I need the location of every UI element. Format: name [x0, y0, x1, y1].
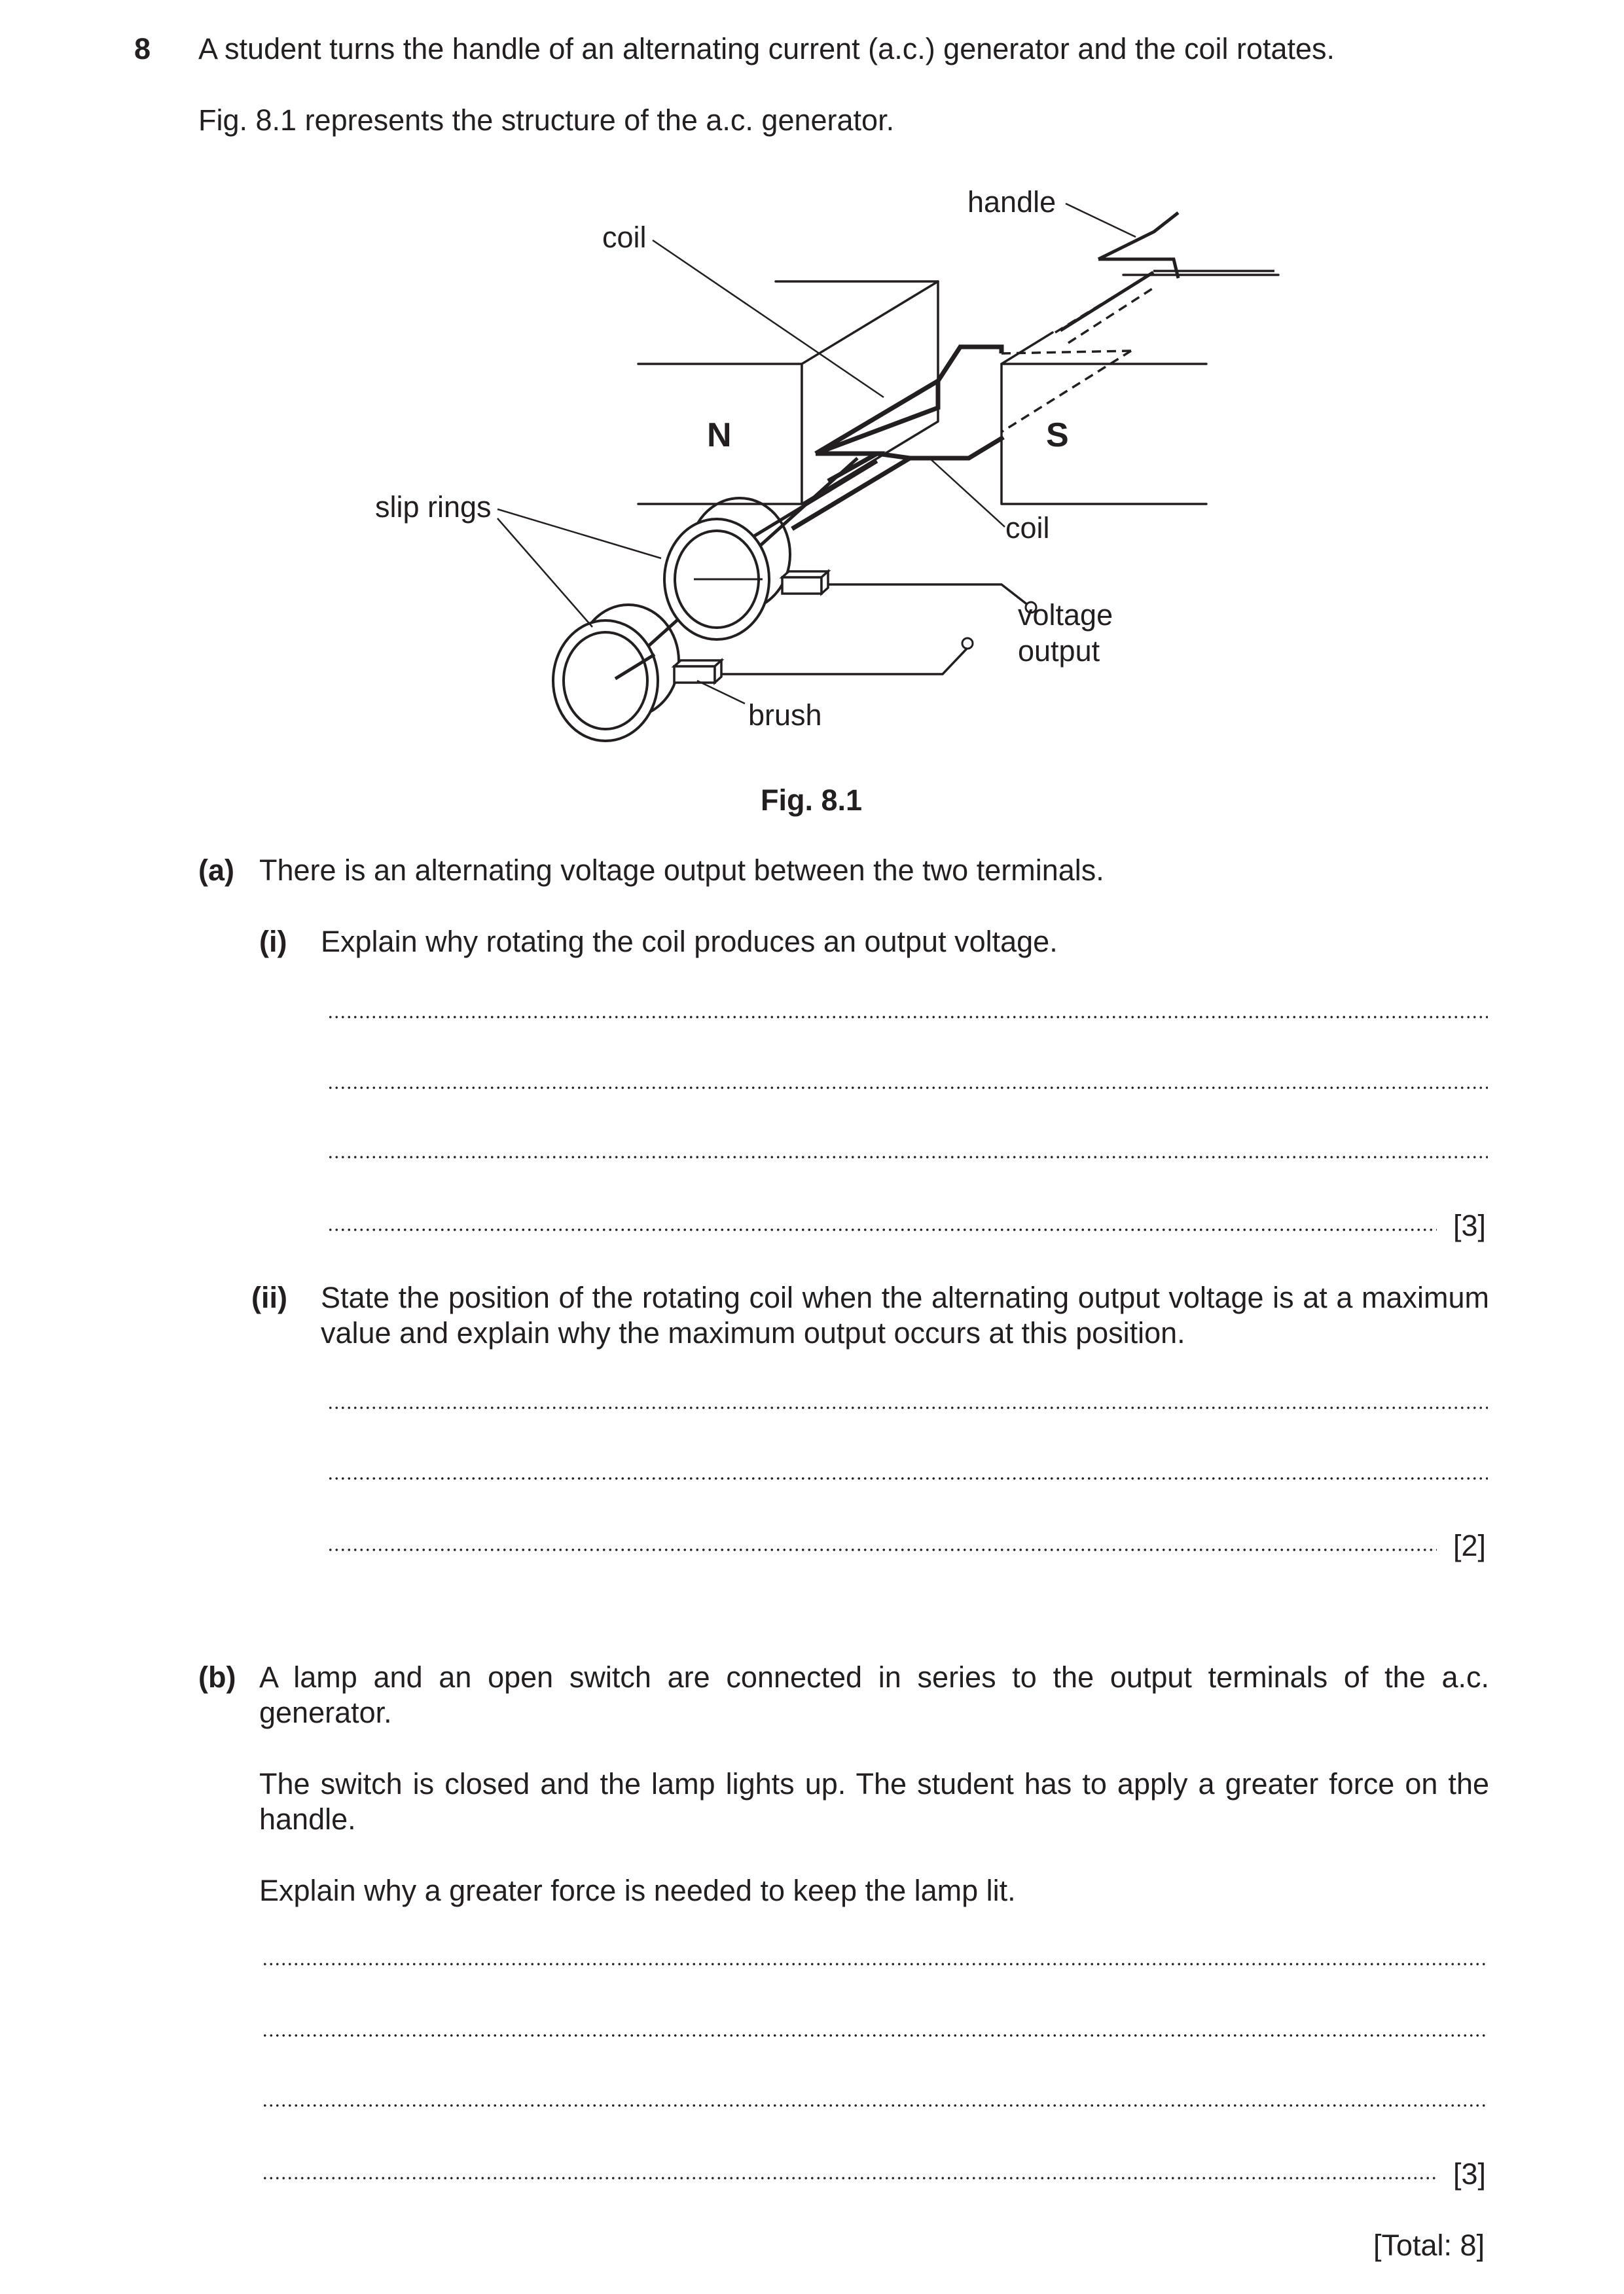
answer-line-a-i-4[interactable] [327, 1228, 1437, 1232]
south-magnet [1001, 364, 1206, 504]
output-terminal-lower [962, 638, 973, 649]
part-a-i-label: (i) [259, 925, 287, 958]
total-marks: [Total: 8] [1373, 2229, 1485, 2262]
brush-lower [674, 666, 715, 683]
answer-line-b-3[interactable] [262, 2104, 1488, 2107]
part-b-text-1: A lamp and an open switch are connected in series to the output terminals of the a.c. generator. [259, 1660, 1489, 1729]
answer-line-a-i-2[interactable] [327, 1086, 1488, 1090]
label-voltage: voltage [1018, 598, 1113, 632]
part-b-text-3: Explain why a greater force is needed to keep the lamp lit. [259, 1874, 1016, 1907]
question-intro: A student turns the handle of an alternating current (a.c.) generator and the coil rotates. [198, 32, 1335, 65]
answer-line-a-i-1[interactable] [327, 1015, 1488, 1019]
label-slip-rings: slip rings [375, 490, 492, 524]
part-a-label: (a) [198, 853, 234, 887]
part-a-ii-text: State the position of the rotating coil when the alternating output voltage is at a maximum value and explain why the maximum output occurs at this position. [321, 1281, 1489, 1350]
answer-line-a-ii-1[interactable] [327, 1406, 1488, 1410]
part-a-i-text: Explain why rotating the coil produces an output voltage. [321, 925, 1058, 958]
label-brush: brush [748, 698, 822, 732]
answer-line-b-1[interactable] [262, 1962, 1488, 1966]
label-north: N [707, 416, 732, 454]
answer-line-b-4[interactable] [262, 2176, 1437, 2180]
part-a-text: There is an alternating voltage output between the two terminals. [259, 853, 1104, 887]
part-b-label: (b) [198, 1660, 236, 1694]
label-handle: handle [967, 185, 1056, 219]
label-coil-bottom: coil [1005, 511, 1050, 545]
marks-a-ii: [2] [1453, 1529, 1487, 1562]
generator-diagram [0, 0, 1624, 785]
figure-caption: Fig. 8.1 [761, 783, 863, 817]
question-number: 8 [134, 32, 151, 65]
answer-line-a-ii-3[interactable] [327, 1548, 1437, 1552]
part-a-ii-label: (ii) [251, 1281, 287, 1314]
label-south: S [1046, 416, 1069, 454]
answer-line-b-2[interactable] [262, 2034, 1488, 2037]
answer-line-a-i-3[interactable] [327, 1155, 1488, 1159]
figure-intro: Fig. 8.1 represents the structure of the a.c. generator. [198, 103, 895, 137]
label-coil-top: coil [602, 221, 647, 254]
brush-upper [782, 577, 821, 594]
answer-line-a-ii-2[interactable] [327, 1477, 1488, 1480]
marks-b: [3] [1453, 2157, 1487, 2191]
marks-a-i: [3] [1453, 1209, 1487, 1242]
part-b-text-2: The switch is closed and the lamp lights up. The student has to apply a greater force on the handle. [259, 1767, 1489, 1836]
label-output: output [1018, 634, 1100, 668]
